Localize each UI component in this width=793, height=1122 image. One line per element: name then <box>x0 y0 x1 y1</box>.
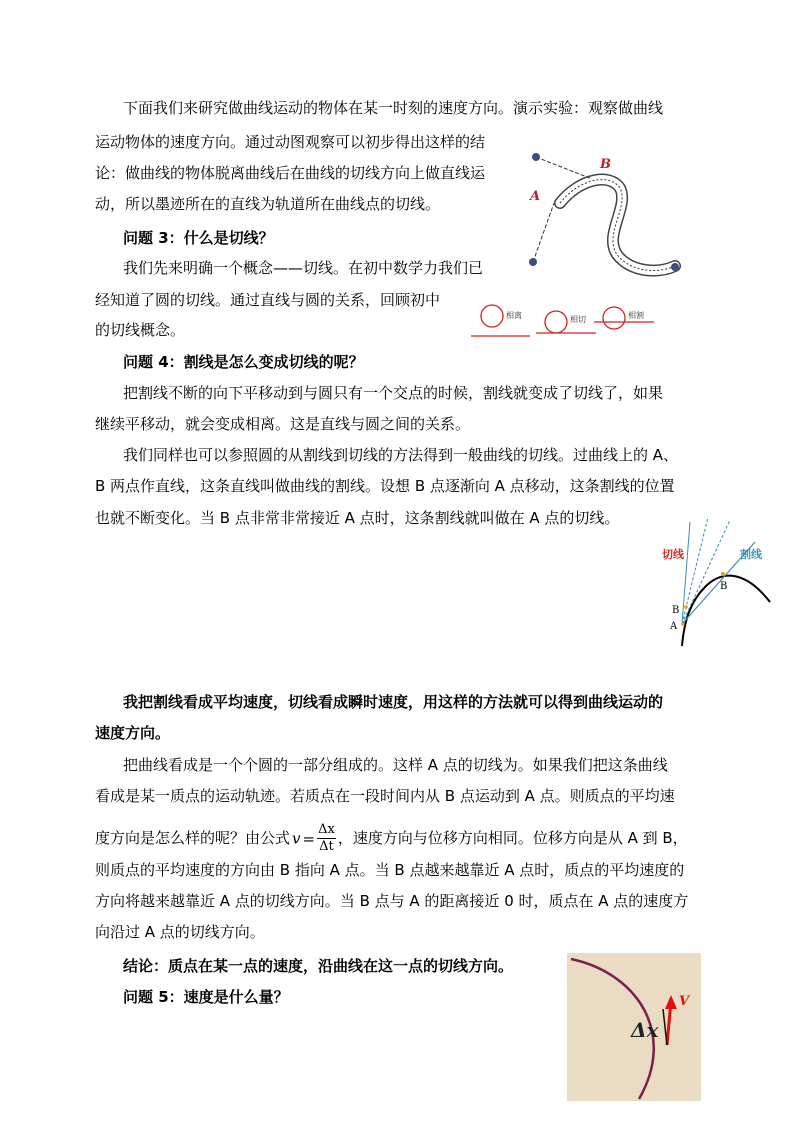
point-b-near <box>684 605 688 609</box>
conclusion: 结论：质点在某一点的速度，沿曲线在这一点的切线方向。 <box>123 957 514 975</box>
para5-line3-end: ，速度方向与位移方向相同。位移方向是从 A 到 B， <box>337 829 688 847</box>
para4-line1: 我们同样也可以参照圆的从割线到切线的方法得到一般曲线的切线。过曲线上的 A、 <box>123 446 679 464</box>
question-5: 问题 5：速度是什么量？ <box>123 988 289 1006</box>
para4-line3: 也就不断变化。当 B 点非常非常接近 A 点时，这条割线就叫做在 A 点的切线。 <box>95 509 620 527</box>
secant-label: 割线 <box>740 548 762 561</box>
para5-line5: 方向将越来越靠近 A 点的切线方向。当 B 点与 A 的距离接近 0 时，质点在 A 点的速度方 <box>95 892 689 910</box>
velocity-formula <box>292 822 336 855</box>
end-ball <box>671 263 679 271</box>
question-4: 问题 4：割线是怎么变成切线的呢？ <box>123 353 364 371</box>
label-b-near: B <box>672 605 680 616</box>
formula-numerator: Δx <box>318 822 335 837</box>
bold-para-line1: 我把割线看成平均速度，切线看成瞬时速度，用这样的方法就可以得到曲线运动的 <box>123 693 664 711</box>
para4-line2: B 两点作直线，这条直线叫做曲线的割线。设想 B 点逐渐向 A 点移动，这条割线的位置 <box>95 477 675 495</box>
para1-line4: 动，所以墨迹所在的直线为轨道所在曲线点的切线。 <box>95 195 441 213</box>
para5-line2: 看成是某一质点的运动轨迹。若质点在一段时间内从 B 点运动到 A 点。则质点的平均速 <box>95 787 675 805</box>
para5-line3-start: 度方向是怎么样的呢？由公式 <box>95 829 291 847</box>
formula-equals: = <box>302 829 316 848</box>
circle-separate <box>481 305 503 327</box>
formula-denominator: Δt <box>319 839 334 854</box>
label-b: B <box>720 581 728 592</box>
track-figure <box>520 148 690 278</box>
lower-ball <box>529 258 537 266</box>
para2-line3: 的切线概念。 <box>95 321 186 339</box>
point-b <box>721 572 725 576</box>
formula-v: v <box>292 829 301 848</box>
bold-para-line2: 速度方向。 <box>95 724 171 742</box>
point-a <box>681 622 685 626</box>
track-label-a: A <box>530 189 541 204</box>
tangent-label: 切线 <box>662 548 684 561</box>
circle-secant <box>603 307 625 329</box>
circle-label-separate: 相离 <box>506 311 522 320</box>
para5-line4: 则质点的平均速度的方向由 B 指向 A 点。当 B 点越来越靠近 A 点时，质点的平均速度的 <box>95 861 685 879</box>
track-label-b: B <box>600 157 611 172</box>
label-a: A <box>670 621 678 632</box>
para3-line1: 把割线不断的向下平移动到与圆只有一个交点的时候，割线就变成了切线了，如果 <box>123 384 664 402</box>
para1-line1: 下面我们来研究做曲线运动的物体在某一时刻的速度方向。演示实验：观察做曲线 <box>123 99 664 117</box>
para3-line2: 继续平移动，就会变成相离。这是直线与圆之间的关系。 <box>95 415 471 433</box>
secant-tangent-figure <box>660 512 775 652</box>
upper-ball <box>532 153 540 161</box>
formula-fraction <box>317 822 336 855</box>
circle-relations-figure <box>468 296 668 344</box>
velocity-figure <box>567 953 701 1101</box>
para5-line3 <box>95 822 688 855</box>
circle-label-tangent: 相切 <box>570 315 586 324</box>
circle-tangent <box>545 311 567 333</box>
upper-trajectory <box>536 157 592 179</box>
para2-line1: 我们先来明确一个概念——切线。在初中数学力我们已 <box>123 259 484 277</box>
displacement-label: Δx <box>631 1018 659 1042</box>
para2-line2: 经知道了圆的切线。通过直线与圆的关系，回顾初中 <box>95 291 441 309</box>
lower-trajectory <box>533 203 554 262</box>
circle-label-secant: 相割 <box>628 311 644 320</box>
para1-line2: 运动物体的速度方向。通过动图观察可以初步得出这样的结 <box>95 133 486 151</box>
para5-line1: 把曲线看成是一个个圆的一部分组成的。这样 A 点的切线为。如果我们把这条曲线 <box>123 756 668 774</box>
velocity-label: V <box>679 994 690 1009</box>
question-3: 问题 3：什么是切线？ <box>123 229 274 247</box>
para5-line6: 向沿过 A 点的切线方向。 <box>95 923 265 941</box>
para1-line3: 论：做曲线的物体脱离曲线后在曲线的切线方向上做直线运 <box>95 164 486 182</box>
